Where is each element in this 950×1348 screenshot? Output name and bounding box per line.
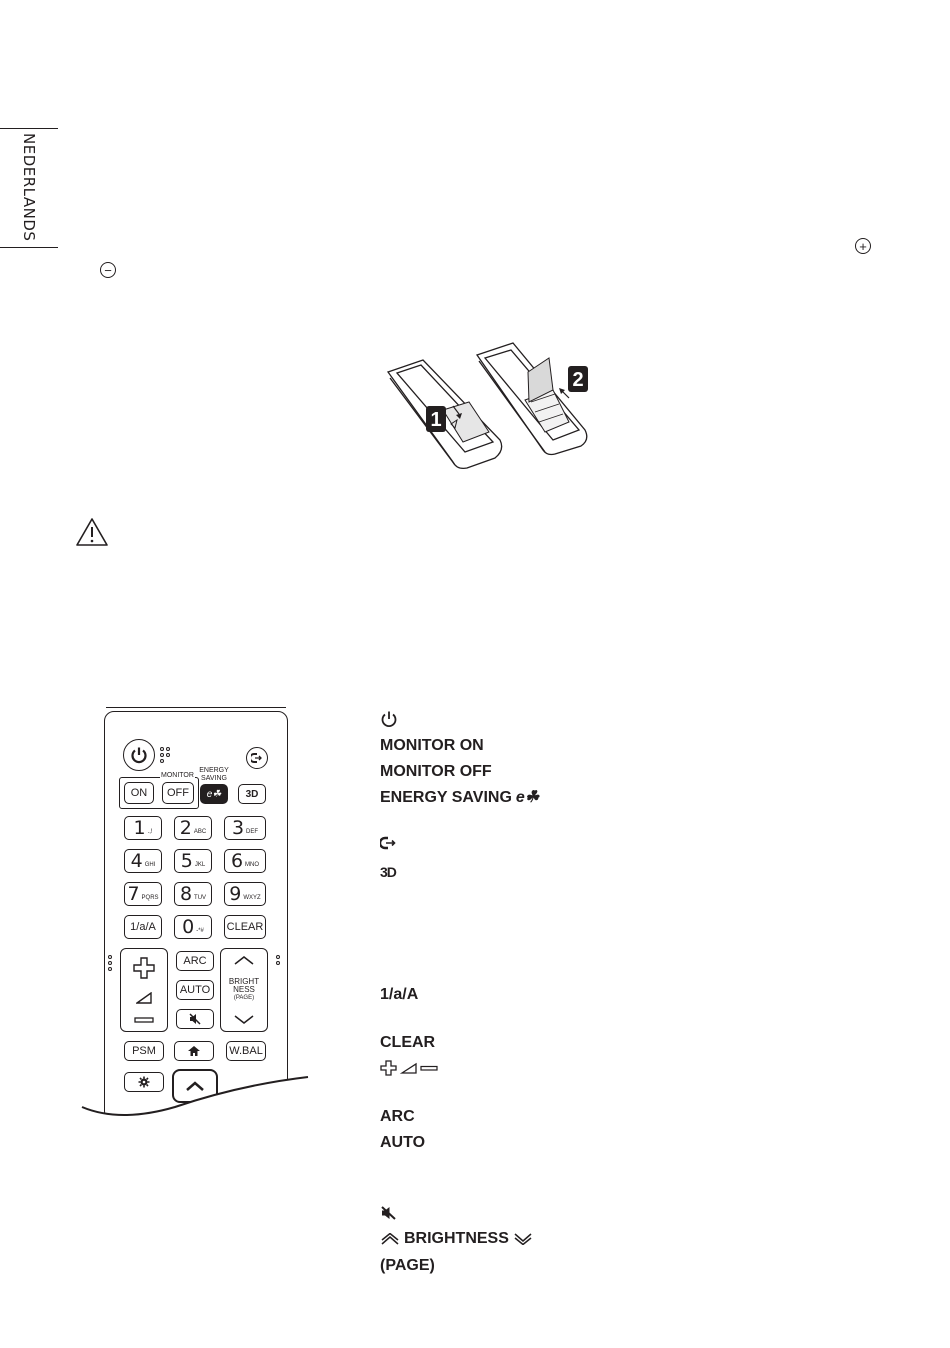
- key-digit: 4: [130, 849, 143, 872]
- mute-icon: [380, 1205, 398, 1221]
- cut-off-wave: [80, 1065, 310, 1125]
- key-digit: 9: [229, 882, 242, 905]
- brightness-label-row: [380, 1229, 533, 1249]
- bright-line1: BRIGHT: [228, 977, 260, 986]
- key-letters: PQRS: [141, 894, 159, 901]
- energy-label-line2: SAVING: [201, 775, 227, 782]
- key-0-button[interactable]: [174, 915, 212, 939]
- warning-triangle-icon: [75, 517, 109, 547]
- key-letters: JKL: [194, 861, 206, 868]
- home-button[interactable]: [174, 1041, 214, 1061]
- brightness-up-icon: [380, 1233, 400, 1245]
- psm-button[interactable]: PSM: [124, 1041, 164, 1061]
- power-label-row: [380, 710, 398, 728]
- volume-icon: [136, 992, 152, 1004]
- step-2-badge: 2: [572, 369, 584, 391]
- 3d-icon: 3D: [380, 864, 396, 880]
- indicator-dots: [160, 747, 164, 765]
- volume-dots: [108, 955, 112, 973]
- key-letters: GHI: [144, 861, 156, 868]
- key-3-button[interactable]: [224, 816, 266, 840]
- power-button[interactable]: [123, 739, 155, 771]
- monitor-off-label: MONITOR OFF: [380, 763, 492, 780]
- key-letters: MNO: [245, 861, 260, 868]
- volume-plus-icon: [133, 957, 155, 979]
- auto-button[interactable]: AUTO: [176, 980, 214, 1000]
- wbal-button[interactable]: W.BAL: [226, 1041, 266, 1061]
- mute-label-row: [380, 1205, 398, 1221]
- plus-circle-icon: +: [855, 238, 871, 254]
- key-digit: 3: [231, 816, 245, 839]
- key-digit: 0: [182, 915, 195, 938]
- key-digit: 1: [133, 816, 146, 839]
- monitor-off-button[interactable]: OFF: [162, 782, 194, 804]
- key-8-button[interactable]: [174, 882, 212, 906]
- brightness-rocker[interactable]: [220, 948, 268, 1032]
- key-letters: WXYZ: [243, 894, 261, 901]
- monitor-on-button[interactable]: ON: [124, 782, 154, 804]
- key-letters: DEF: [246, 828, 259, 835]
- minus-circle-icon: −: [100, 262, 116, 278]
- key-5-button[interactable]: [174, 849, 212, 873]
- key-2-button[interactable]: [174, 816, 212, 840]
- brightness-label: BRIGHTNESS: [404, 1230, 509, 1247]
- indicator-dots-2: [166, 747, 170, 759]
- clear-label: CLEAR: [380, 1034, 436, 1051]
- mute-button[interactable]: [176, 1009, 214, 1029]
- clear-button[interactable]: CLEAR: [224, 915, 266, 939]
- remote-control-figure: [80, 705, 310, 1125]
- key-digit: 6: [230, 849, 244, 872]
- 1aA-button[interactable]: 1/a/A: [124, 915, 162, 939]
- energy-leaf-icon: e☘: [515, 789, 540, 806]
- key-1-button[interactable]: [124, 816, 162, 840]
- 3d-label-row: [380, 862, 396, 882]
- energy-saving-label: ENERGY SAVING: [380, 789, 512, 806]
- volume-label-row: [380, 1059, 440, 1077]
- key-letters: TUV: [194, 894, 207, 901]
- key-9-button[interactable]: [224, 882, 266, 906]
- bright-line2: NESS: [233, 985, 255, 994]
- key-7-button[interactable]: [124, 882, 162, 906]
- energy-saving-label: [198, 767, 230, 783]
- key-4-button[interactable]: [124, 849, 162, 873]
- input-button[interactable]: [246, 747, 268, 769]
- step-1-badge: 1: [430, 409, 442, 431]
- key-letters: -*#: [196, 927, 204, 934]
- leaf-icon: e☘: [206, 788, 222, 800]
- volume-rocker[interactable]: [120, 948, 168, 1032]
- volume-minus-icon: [134, 1017, 154, 1023]
- 3d-button[interactable]: 3D: [238, 784, 266, 804]
- power-icon: [130, 746, 148, 764]
- monitor-label: MONITOR: [161, 772, 194, 779]
- key-digit: 5: [180, 849, 193, 872]
- brightness-down-icon: [233, 1015, 255, 1025]
- auto-label: AUTO: [380, 1134, 426, 1151]
- energy-label-line1: ENERGY: [199, 767, 229, 774]
- home-icon: [187, 1045, 201, 1057]
- bright-line3: (PAGE): [233, 995, 255, 1001]
- mute-icon: [189, 1013, 201, 1025]
- brightness-label: [229, 978, 259, 1002]
- key-letters: .,!: [147, 828, 153, 835]
- 1aA-label: 1/a/A: [380, 986, 419, 1003]
- brightness-up-icon: [233, 955, 255, 965]
- input-label-row: [380, 836, 396, 850]
- key-digit: 2: [179, 816, 192, 839]
- brightness-dots: [276, 955, 280, 967]
- input-icon: [380, 836, 396, 850]
- power-icon: [380, 710, 398, 728]
- monitor-on-label: MONITOR ON: [380, 737, 484, 754]
- key-digit: 7: [127, 882, 140, 905]
- remote-top-edge: [106, 707, 286, 714]
- language-label: NEDERLANDS: [20, 133, 38, 242]
- energy-saving-label-row: [380, 788, 539, 808]
- battery-install-figure: [385, 340, 595, 475]
- key-digit: 8: [179, 882, 193, 905]
- arc-label: ARC: [380, 1108, 415, 1125]
- page-label: (PAGE): [380, 1257, 435, 1274]
- arc-button[interactable]: ARC: [176, 951, 214, 971]
- brightness-down-icon: [513, 1233, 533, 1245]
- input-icon: [251, 753, 263, 763]
- key-letters: ABC: [193, 828, 207, 835]
- key-6-button[interactable]: [224, 849, 266, 873]
- energy-saving-button[interactable]: [200, 784, 228, 804]
- volume-icons: [380, 1059, 440, 1077]
